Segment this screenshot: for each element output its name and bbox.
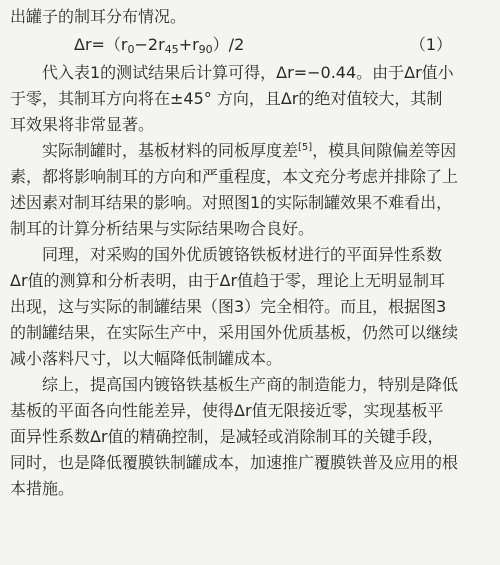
- text-line: 耳效果将非常显著。: [10, 115, 155, 134]
- text-line: 代入表1的测试结果后计算可得，Δr=−0.44。由于Δr值小: [42, 63, 454, 82]
- text-line: 出罐子的制耳分布情况。: [10, 7, 187, 26]
- text-line: Δr值的测算和分析表明，由于Δr值趋于零，理论上无明显制耳: [10, 271, 446, 290]
- equation-number: （1）: [409, 35, 452, 54]
- formula-tail: ）/2: [212, 35, 245, 54]
- text-line: 述因素对制耳结果的影响。对照图1的实际制罐效果不难看出，: [10, 193, 453, 212]
- formula-sub-0: 0: [127, 43, 135, 56]
- text-line: 素，都将影响制耳的方向和严重程度，本文充分考虑并排除了上: [10, 167, 459, 186]
- formula-mid-1: −2r: [134, 35, 165, 54]
- text-line: 减小落料尺寸，以大幅降低制罐成本。: [10, 349, 283, 368]
- formula-block: [10, 30, 490, 60]
- text-line: 同理，对采购的国外优质镀铬铁板材进行的平面异性系数: [42, 245, 443, 264]
- text-line: 基板的平面各向性能差异，使得Δr值无限接近零，实现基板平: [10, 401, 444, 420]
- text-span: ，模具间隙偏差等因: [312, 141, 457, 160]
- text-line: 的制罐结果，在实际生产中，采用国外优质基板，仍然可以继续: [10, 323, 459, 342]
- text-line-with-citation: [10, 138, 490, 164]
- text-span: 实际制罐时，基板材料的同板厚度差: [42, 141, 299, 160]
- citation-ref: [5]: [298, 142, 313, 153]
- text-line: 面异性系数Δr值的精确控制，是减轻或消除制耳的关键手段，: [10, 427, 444, 446]
- formula-sub-90: 90: [198, 43, 213, 56]
- text-line: 于零，其制耳方向将在±45° 方向，且Δr的绝对值较大，其制: [10, 89, 443, 108]
- text-line: 同时，也是降低覆膜铁制罐成本，加速推广覆膜铁普及应用的根: [10, 453, 459, 472]
- text-line: 综上，提高国内镀铬铁基板生产商的制造能力，特别是降低: [42, 375, 459, 394]
- text-line: 出现，这与实际的制罐结果（图3）完全相符。而且，根据图3: [10, 297, 447, 316]
- formula-sub-45: 45: [164, 43, 179, 56]
- text-line: 制耳的计算分析结果与实际结果吻合良好。: [10, 219, 315, 238]
- formula-mid-2: +r: [178, 35, 199, 54]
- text-line: 本措施。: [10, 479, 75, 498]
- formula-lhs: Δr=（r: [74, 35, 128, 54]
